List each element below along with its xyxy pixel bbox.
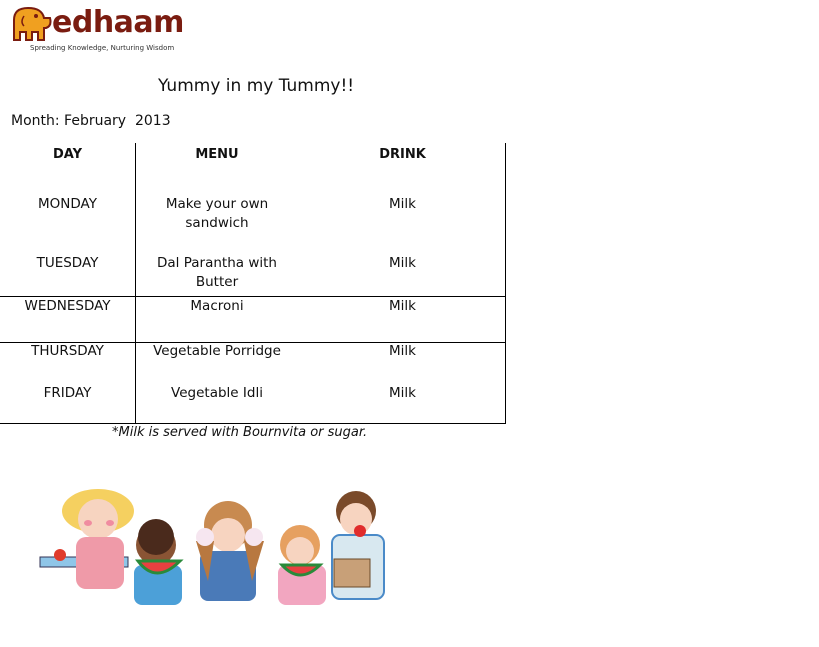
row-tuesday-drink: Milk xyxy=(389,255,416,271)
logo-tagline: Spreading Knowledge, Nurturing Wisdom xyxy=(30,44,175,52)
footnote: *Milk is served with Bournvita or sugar. xyxy=(112,425,368,440)
row-thursday-drink: Milk xyxy=(389,343,416,359)
row-friday-day: FRIDAY xyxy=(43,385,92,401)
row-monday-menu: Make your own sandwich xyxy=(165,196,269,231)
row-tuesday-day: TUESDAY xyxy=(36,255,99,271)
header-menu: MENU xyxy=(195,147,239,162)
elephant-logo-icon xyxy=(10,4,52,44)
row-wednesday-menu: Macroni xyxy=(190,298,244,314)
logo xyxy=(10,4,184,54)
row-thursday-menu: Vegetable Porridge xyxy=(153,343,281,359)
row-friday-drink: Milk xyxy=(389,385,416,401)
logo-wordmark: edhaam xyxy=(52,5,184,40)
header-drink: DRINK xyxy=(379,147,426,162)
children-eating-clipart xyxy=(38,485,400,611)
row-monday-day: MONDAY xyxy=(38,196,97,212)
row-wednesday-day: WEDNESDAY xyxy=(24,298,111,314)
row-tuesday-menu: Dal Parantha with Butter xyxy=(157,255,277,290)
header-day: DAY xyxy=(52,147,83,162)
month-line: Month: February 2013 xyxy=(11,113,171,129)
row-friday-menu: Vegetable Idli xyxy=(171,385,263,401)
row-wednesday-drink: Milk xyxy=(389,298,416,314)
row-thursday-day: THURSDAY xyxy=(31,343,104,359)
page-title: Yummy in my Tummy!! xyxy=(158,76,355,96)
row-monday-drink: Milk xyxy=(389,196,416,212)
menu-table xyxy=(0,143,506,424)
